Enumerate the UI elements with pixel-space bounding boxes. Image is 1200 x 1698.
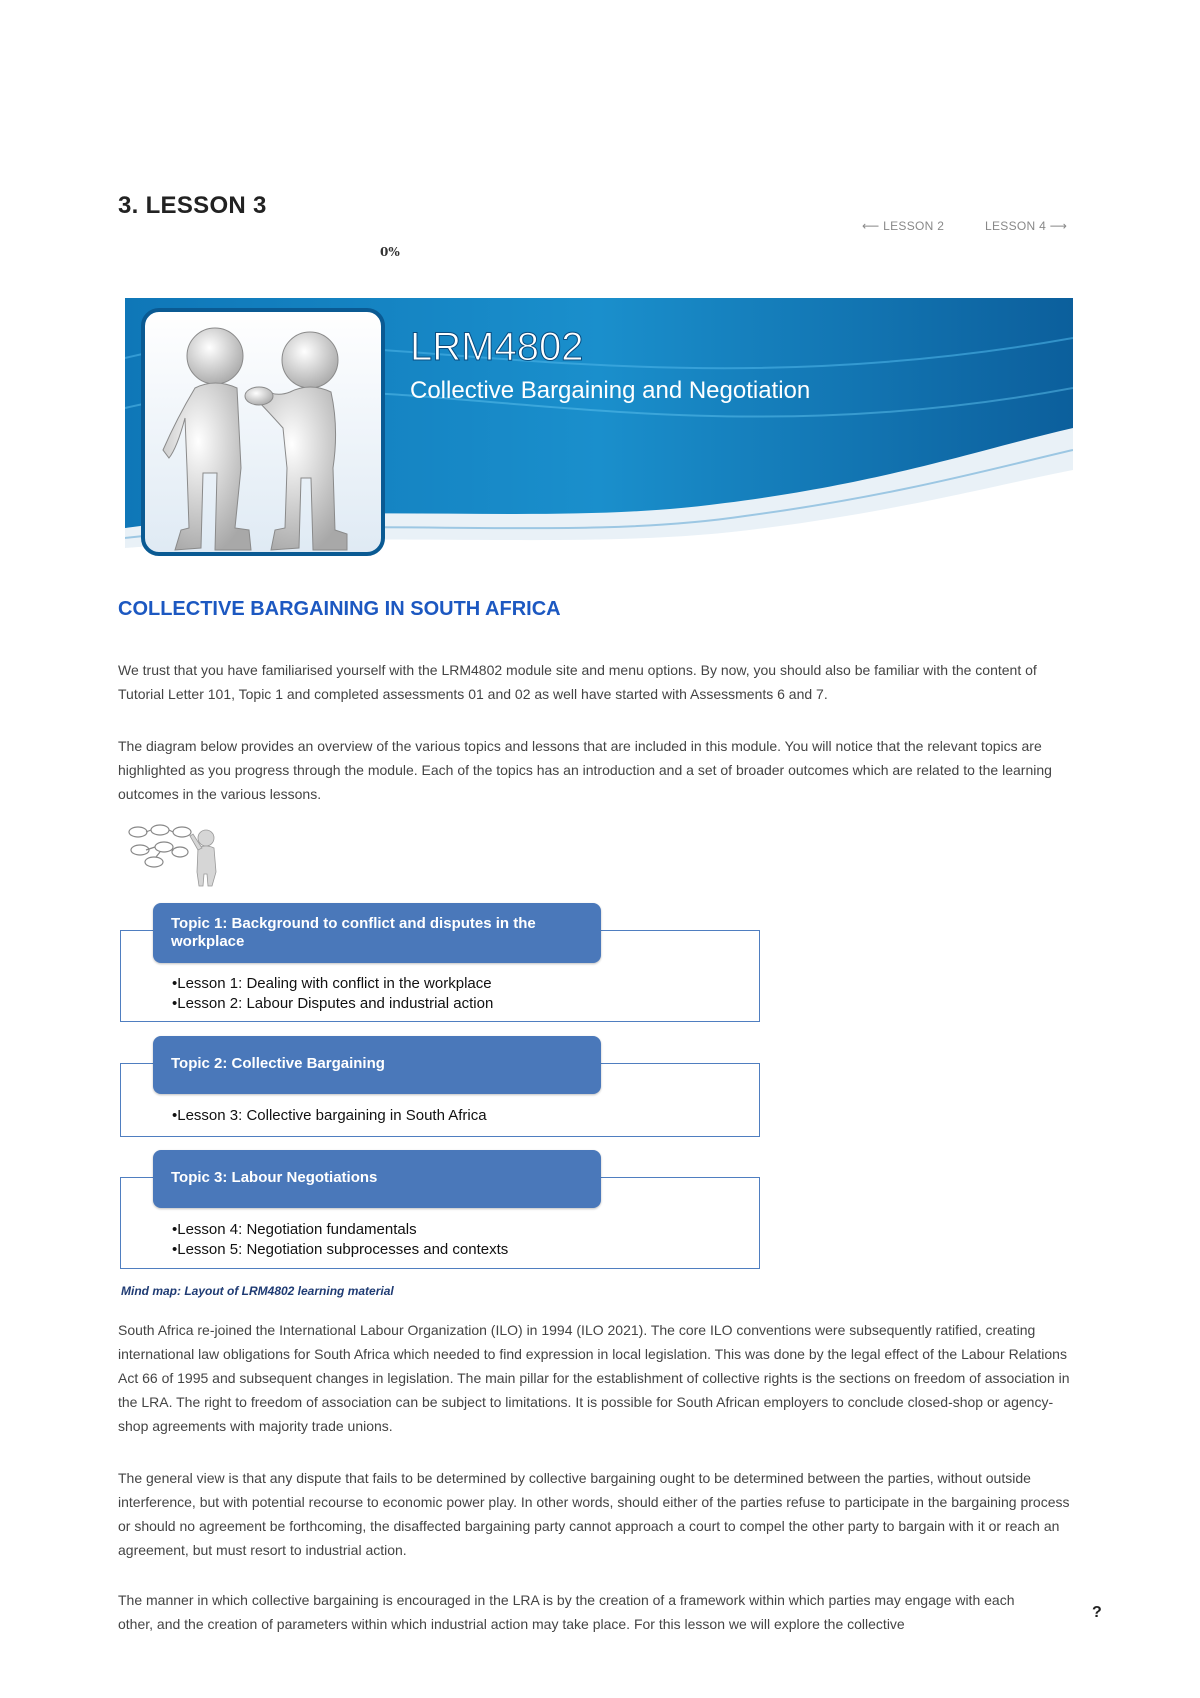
topic-1-title: Topic 1: Background to conflict and disputes in the workplace: [153, 903, 601, 963]
diagram-intro-paragraph: The diagram below provides an overview of the various topics and lessons that are included in this module. You will notice that the relevant topics are highlighted as you progress through the module. Each of the topics has an introduction and a set of broader outcomes which are related to the learning outcomes in the various lessons.: [118, 738, 1052, 802]
mindmap-figure-icon: [124, 822, 234, 888]
banner-graphic: [125, 298, 1073, 594]
prev-lesson-link[interactable]: ⟵ LESSON 2: [862, 219, 945, 233]
mindmap-caption: Mind map: Layout of LRM4802 learning material: [121, 1284, 394, 1298]
topic-2-lessons: [172, 1106, 487, 1126]
body-paragraph-1: South Africa re-joined the International Labour Organization (ILO) in 1994 (ILO 2021). The core ILO conventions were subsequently ratified, creating international law obligations for South Africa which needed to find expression in local legislation. This was done by the legal effect of the Labour Relations Act 66 of 1995 and subsequent changes in legislation. The main pillar for the establishment of collective rights is the sections on freedom of association in the LRA. The right to freedom of association can be subject to limitations. It is possible for South African employers to conclude closed-shop or agency-shop agreements with majority trade unions.: [118, 1322, 1070, 1434]
banner-code: LRM4802: [410, 325, 584, 369]
lesson-4-item: •Lesson 4: Negotiation fundamentals: [172, 1221, 417, 1238]
topic-1-lessons: [172, 974, 493, 1014]
topic-2-title: Topic 2: Collective Bargaining: [153, 1036, 601, 1094]
lesson-3-item: •Lesson 3: Collective bargaining in South Africa: [172, 1107, 487, 1124]
body-paragraph-3: The manner in which collective bargaining is encouraged in the LRA is by the creation of a framework within which parties may engage with each other, and the creation of parameters within which industrial action may take place. For this lesson we will explore the collective: [118, 1592, 1015, 1632]
help-button[interactable]: ?: [1092, 1604, 1102, 1621]
module-banner: [125, 298, 1073, 594]
section-heading: COLLECTIVE BARGAINING IN SOUTH AFRICA: [118, 598, 561, 620]
banner-subtitle: Collective Bargaining and Negotiation: [410, 377, 811, 404]
body-paragraph-2: The general view is that any dispute that fails to be determined by collective bargaining ought to be determined between the parties, without outside interference, but with potential recourse to economic power play. In other words, should either of the parties refuse to participate in the bargaining process or should no agreement be forthcoming, the disaffected bargaining party cannot approach a court to compel the other party to bargain with it or reach an agreement, but must resort to industrial action.: [118, 1470, 1070, 1558]
progress-indicator: 0%: [380, 245, 400, 259]
next-lesson-link[interactable]: LESSON 4 ⟶: [985, 219, 1068, 233]
lesson-2-item: •Lesson 2: Labour Disputes and industrial action: [172, 995, 494, 1012]
lesson-1-item: •Lesson 1: Dealing with conflict in the workplace: [172, 975, 492, 992]
lesson-5-item: •Lesson 5: Negotiation subprocesses and contexts: [172, 1241, 509, 1258]
page-title: 3. LESSON 3: [118, 192, 267, 219]
topic-3-title: Topic 3: Labour Negotiations: [153, 1150, 601, 1208]
intro-paragraph: We trust that you have familiarised yourself with the LRM4802 module site and menu options. By now, you should also be familiar with the content of Tutorial Letter 101, Topic 1 and completed assessments 01 and 02 as well have started with Assessments 6 and 7.: [118, 662, 1037, 702]
topic-3-lessons: [172, 1220, 508, 1260]
